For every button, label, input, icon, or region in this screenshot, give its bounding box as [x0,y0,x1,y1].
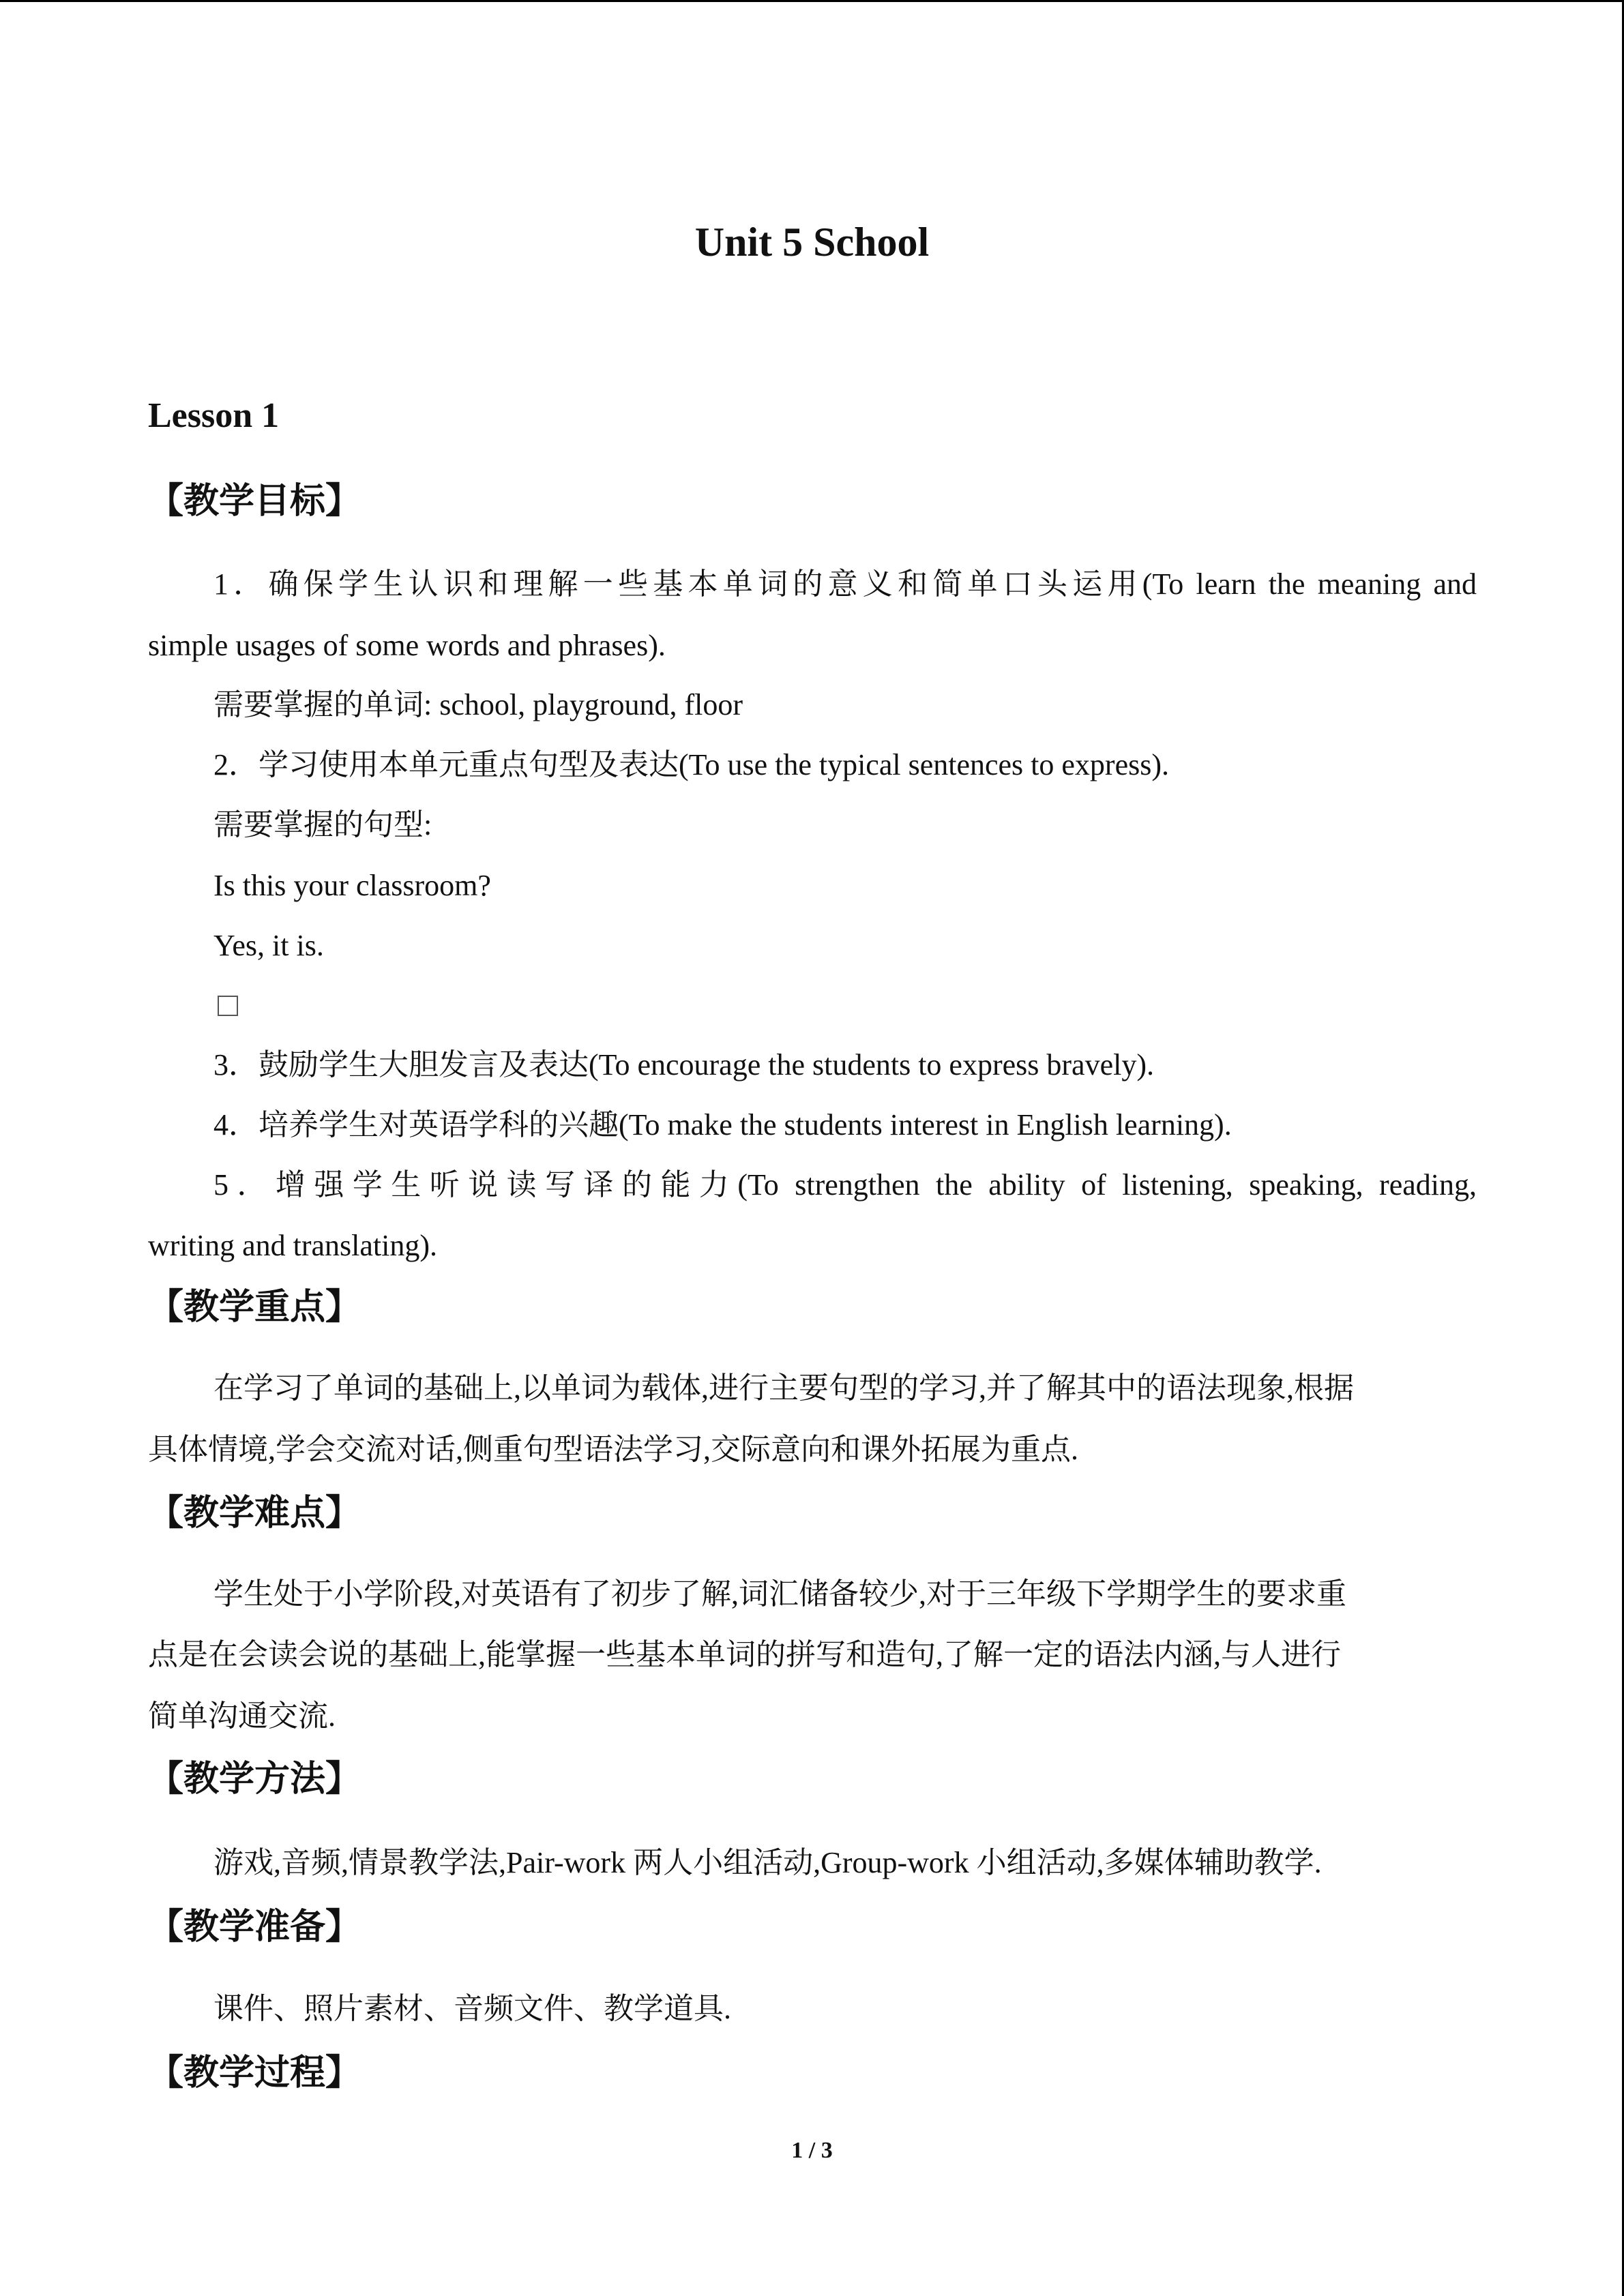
pattern-answer: Yes, it is. [213,929,324,962]
difficulties-line-3: 简单沟通交流. [148,1699,336,1733]
objective-3: 3．鼓励学生大胆发言及表达(To encourage the students to express bravely). [213,1048,1154,1082]
process-heading: 【教学过程】 [148,2053,361,2093]
document-title: Unit 5 School [694,220,930,265]
objective-2: 2．学习使用本单元重点句型及表达(To use the typical sentences to express). [213,748,1170,781]
difficulties-line-1: 学生处于小学阶段,对英语有了初步了解,词汇储备较少,对于三年级下学期学生的要求重 [213,1577,1346,1611]
key-points-heading: 【教学重点】 [148,1287,361,1328]
page-indicator: 1 / 3 [791,2138,833,2163]
objective-4: 4．培养学生对英语学科的兴趣(To make the students interest in English learning). [213,1108,1232,1142]
objective-1-line-1: 1．确保学生认识和理解一些基本单词的意义和简单口头运用(To learn the meaning and [213,567,1477,601]
objectives-heading: 【教学目标】 [148,481,361,522]
key-points-line-2: 具体情境,学会交流对话,侧重句型语法学习,交际意向和课外拓展为重点. [148,1433,1078,1466]
key-points-line-1: 在学习了单词的基础上,以单词为载体,进行主要句型的学习,并了解其中的语法现象,根据 [213,1371,1354,1405]
required-patterns-label: 需要掌握的句型: [213,808,432,841]
placeholder-box-icon [218,996,238,1016]
objective-5-line-1: 5．增强学生听说读写译的能力(To strengthen the ability of listening, speaking, reading, [213,1168,1477,1202]
methods-line-1: 游戏,音频,情景教学法,Pair-work 两人小组活动,Group-work 小组活动,多媒体辅助教学. [213,1846,1322,1879]
methods-heading: 【教学方法】 [148,1759,361,1800]
objective-5-line-2: writing and translating). [148,1229,438,1262]
objective-1-line-2: simple usages of some words and phrases). [148,629,666,662]
pattern-question: Is this your classroom? [213,869,491,902]
difficulties-heading: 【教学难点】 [148,1493,361,1534]
preparation-heading: 【教学准备】 [148,1907,361,1948]
difficulties-line-2: 点是在会读会说的基础上,能掌握一些基本单词的拼写和造句,了解一定的语法内涵,与人进行 [148,1638,1341,1671]
required-words: 需要掌握的单词: school, playground, floor [213,688,743,721]
lesson-heading: Lesson 1 [148,396,280,435]
preparation-line-1: 课件、照片素材、音频文件、教学道具. [213,1992,731,2025]
